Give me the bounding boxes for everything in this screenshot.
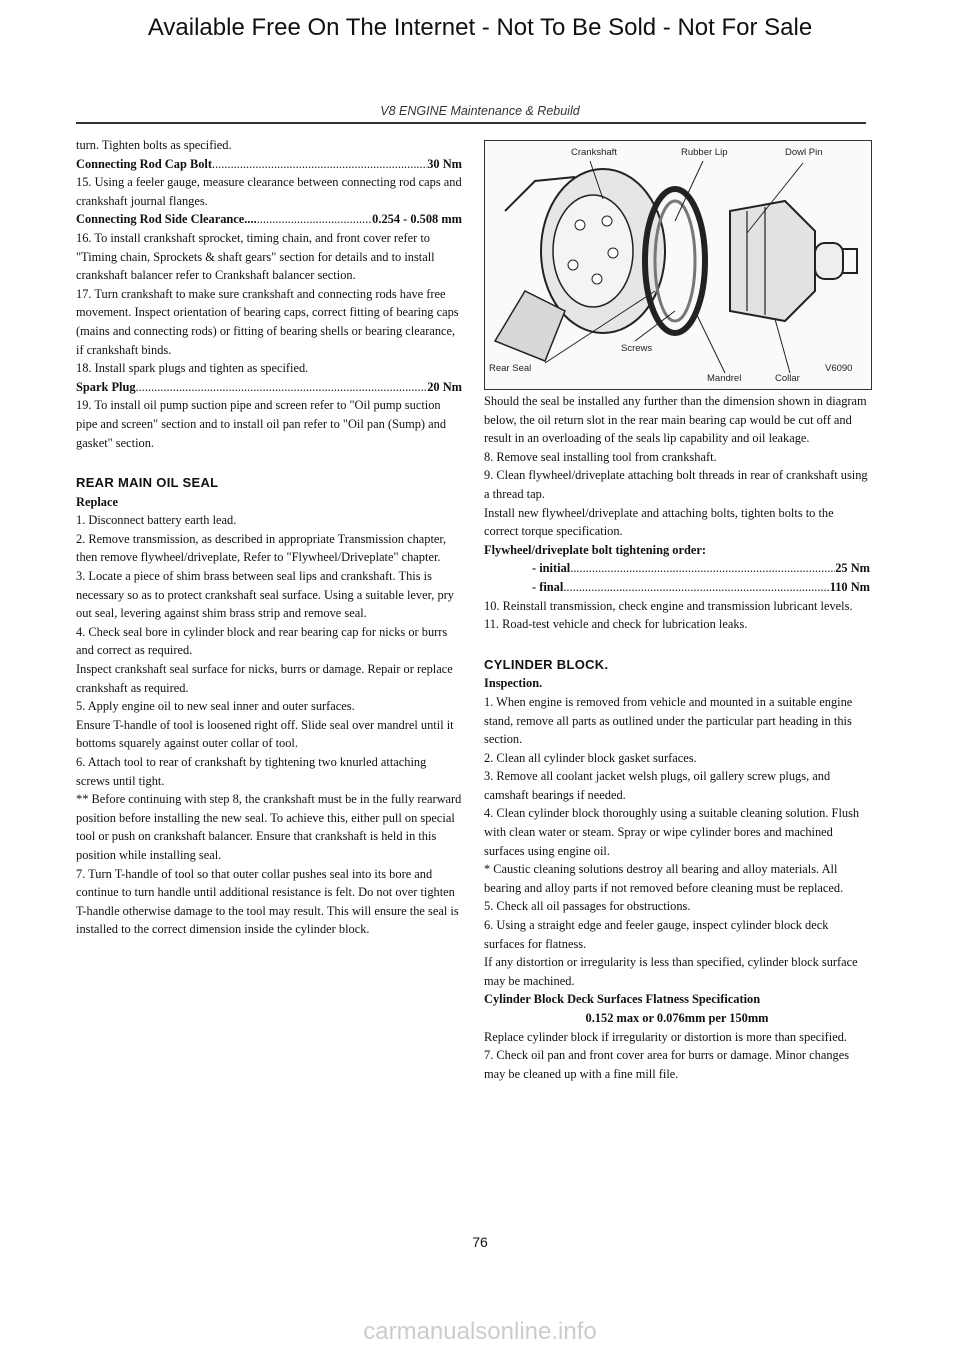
paragraph: * Caustic cleaning solutions destroy all bearing and alloy materials. All bearing and alloy parts if not removed before cleaning must be replaced. xyxy=(484,862,844,895)
paragraph: 16. To install crankshaft sprocket, timing chain, and front cover refer to "Timing chain, Sprockets & shaft gears" section for details and to install crankshaft balancer refer to Crankshaft balancer section. xyxy=(76,230,435,283)
label-collar: Collar xyxy=(775,373,800,384)
dot-leader xyxy=(563,578,829,597)
right-column xyxy=(484,392,870,1083)
paragraph: 3. Locate a piece of shim brass between seal lips and crankshaft. This is necessary so as to protect crankshaft seal surface. Using a suitable lever, pry out seal, levering against shim brass strip and remove seal. xyxy=(76,569,454,621)
rear-seal-diagram-drawing xyxy=(485,141,871,389)
label-dowel-pin: Dowl Pin xyxy=(785,147,823,158)
paragraph: 18. Install spark plugs and tighten as specified. xyxy=(76,361,309,376)
subheading: Replace xyxy=(76,494,118,509)
section-heading: CYLINDER BLOCK. xyxy=(484,656,609,672)
subheading: Cylinder Block Deck Surfaces Flatness Specification xyxy=(484,992,761,1007)
paragraph: 2. Remove transmission, as described in appropriate Transmission chapter, then remove flywheel/driveplate, Refer to "Flywheel/Driveplate" chapter. xyxy=(76,531,447,565)
spec-value: 110 Nm xyxy=(829,579,870,594)
dot-leader xyxy=(257,210,372,229)
paragraph: If any distortion or irregularity is less than specified, cylinder block surface may be machined. xyxy=(484,955,858,988)
paragraph: turn. Tighten bolts as specified. xyxy=(76,138,232,152)
label-crankshaft: Crankshaft xyxy=(571,147,617,158)
paragraph: Install new flywheel/driveplate and attaching bolts, tighten bolts to the correct torque specification. xyxy=(484,505,834,539)
paragraph: Should the seal be installed any further than the dimension shown in diagram below, the oil return slot in the rear main bearing cap would be cut off and result in an overloading of the seals lip capability and oil leakage. xyxy=(484,394,867,446)
dot-leader xyxy=(136,378,428,397)
paragraph: 1. When engine is removed from vehicle and mounted in a suitable engine stand, remove all parts as outlined under the particular part heading in this section. xyxy=(484,694,853,747)
label-figure-code: V6090 xyxy=(825,363,853,374)
paragraph: 2. Clean all cylinder block gasket surfaces. xyxy=(484,750,697,765)
paragraph: 10. Reinstall transmission, check engine and transmission lubricant levels. xyxy=(484,598,853,613)
subheading: Flywheel/driveplate bolt tightening order: xyxy=(484,542,706,557)
paragraph: 6. Attach tool to rear of crankshaft by tightening two knurled attaching screws until tight. xyxy=(76,755,427,788)
paragraph: 15. Using a feeler gauge, measure clearance between connecting rod caps and crankshaft journal flanges. xyxy=(76,175,462,208)
spec-label: Spark Plug xyxy=(76,379,136,394)
paragraph: ** Before continuing with step 8, the crankshaft must be in the fully rearward position before installing the new seal. To achieve this, either pull on special tool or push on crankshaft balancer. Ensure that crankshaft is held in this position while installing seal. xyxy=(76,792,462,862)
running-head: V8 ENGINE Maintenance & Rebuild xyxy=(380,104,580,118)
header-rule xyxy=(76,122,866,124)
label-screws: Screws xyxy=(621,343,653,354)
paragraph: 4. Clean cylinder block thoroughly using a suitable cleaning solution. Flush with clean water or steam. Spray or wipe cylinder bores and machined surfaces using engine oil. xyxy=(484,806,860,858)
left-column xyxy=(76,136,462,939)
page-number: 76 xyxy=(472,1234,488,1250)
site-footer: carmanualsonline.info xyxy=(363,1318,597,1345)
spec-value: 30 Nm xyxy=(427,156,462,171)
spec-value: 20 Nm xyxy=(427,379,462,394)
paragraph: 1. Disconnect battery earth lead. xyxy=(76,513,237,528)
spec-line xyxy=(76,378,462,397)
paragraph: 8. Remove seal installing tool from crankshaft. xyxy=(484,449,717,464)
spec-line xyxy=(484,578,870,597)
section-heading: REAR MAIN OIL SEAL xyxy=(76,475,219,491)
paragraph: 7. Turn T-handle of tool so that outer collar pushes seal into its bore and continue to turn handle until additional resistance is felt. Do not over tighten T-handle otherwise damage to the tool may result. This will ensure the seal is installed to the correct dimension inside the cylinder block. xyxy=(76,866,459,937)
watermark-banner: Available Free On The Internet - Not To Be Sold - Not For Sale xyxy=(147,14,813,41)
dot-leader xyxy=(570,559,835,578)
paragraph: 6. Using a straight edge and feeler gauge, inspect cylinder block deck surfaces for flatness. xyxy=(484,918,829,951)
paragraph: 4. Check seal bore in cylinder block and rear bearing cap for nicks or burrs and correct as required. xyxy=(76,624,448,658)
subheading: Inspection. xyxy=(484,676,543,691)
spec-line xyxy=(484,559,870,578)
rear-seal-diagram xyxy=(484,140,872,390)
paragraph: 9. Clean flywheel/driveplate attaching bolt threads in rear of crankshaft using a thread tap. xyxy=(484,468,868,501)
paragraph: Replace cylinder block if irregularity or distortion is more than specified. xyxy=(484,1029,848,1044)
spec-label: Connecting Rod Side Clearance.... xyxy=(76,212,257,227)
spec-value: 0.254 - 0.508 mm xyxy=(372,212,462,227)
label-rubber-lip: Rubber Lip xyxy=(681,147,728,158)
paragraph: 19. To install oil pump suction pipe and screen refer to "Oil pump suction pipe and screen" section and to install oil pan refer to "Oil pan (Sump) and gasket" section. xyxy=(76,398,447,450)
spec-label: - initial xyxy=(532,561,571,576)
paragraph: 17. Turn crankshaft to make sure crankshaft and connecting rods have free movement. Inspect orientation of bearing caps, correct fitting of bearing caps (mains and connecting rods) or fitting of bearing shells or bearing clearance, if crankshaft binds. xyxy=(76,286,459,357)
paragraph: 3. Remove all coolant jacket welsh plugs, oil gallery screw plugs, and camshaft bearings if needed. xyxy=(484,769,831,802)
label-mandrel: Mandrel xyxy=(707,373,742,384)
spec-line xyxy=(76,210,462,229)
spec-label: Connecting Rod Cap Bolt xyxy=(76,156,212,171)
paragraph: Inspect crankshaft seal surface for nicks, burrs or damage. Repair or replace crankshaft as required. xyxy=(76,662,453,695)
dot-leader xyxy=(212,155,427,174)
spec-line xyxy=(76,155,462,174)
spec-centered: 0.152 max or 0.076mm per 150mm xyxy=(585,1011,769,1025)
paragraph: 7. Check oil pan and front cover area for burrs or damage. Minor changes may be cleaned up with a fine mill file. xyxy=(484,1048,850,1081)
spec-label: - final xyxy=(532,579,564,594)
paragraph: 5. Check all oil passages for obstructions. xyxy=(484,899,691,914)
paragraph: 11. Road-test vehicle and check for lubrication leaks. xyxy=(484,617,748,632)
spec-value: 25 Nm xyxy=(835,561,870,576)
paragraph: 5. Apply engine oil to new seal inner and outer surfaces. xyxy=(76,699,355,714)
label-rear-seal: Rear Seal xyxy=(489,363,532,374)
paragraph: Ensure T-handle of tool is loosened right off. Slide seal over mandrel until it bottoms squarely against outer collar of tool. xyxy=(76,717,454,751)
